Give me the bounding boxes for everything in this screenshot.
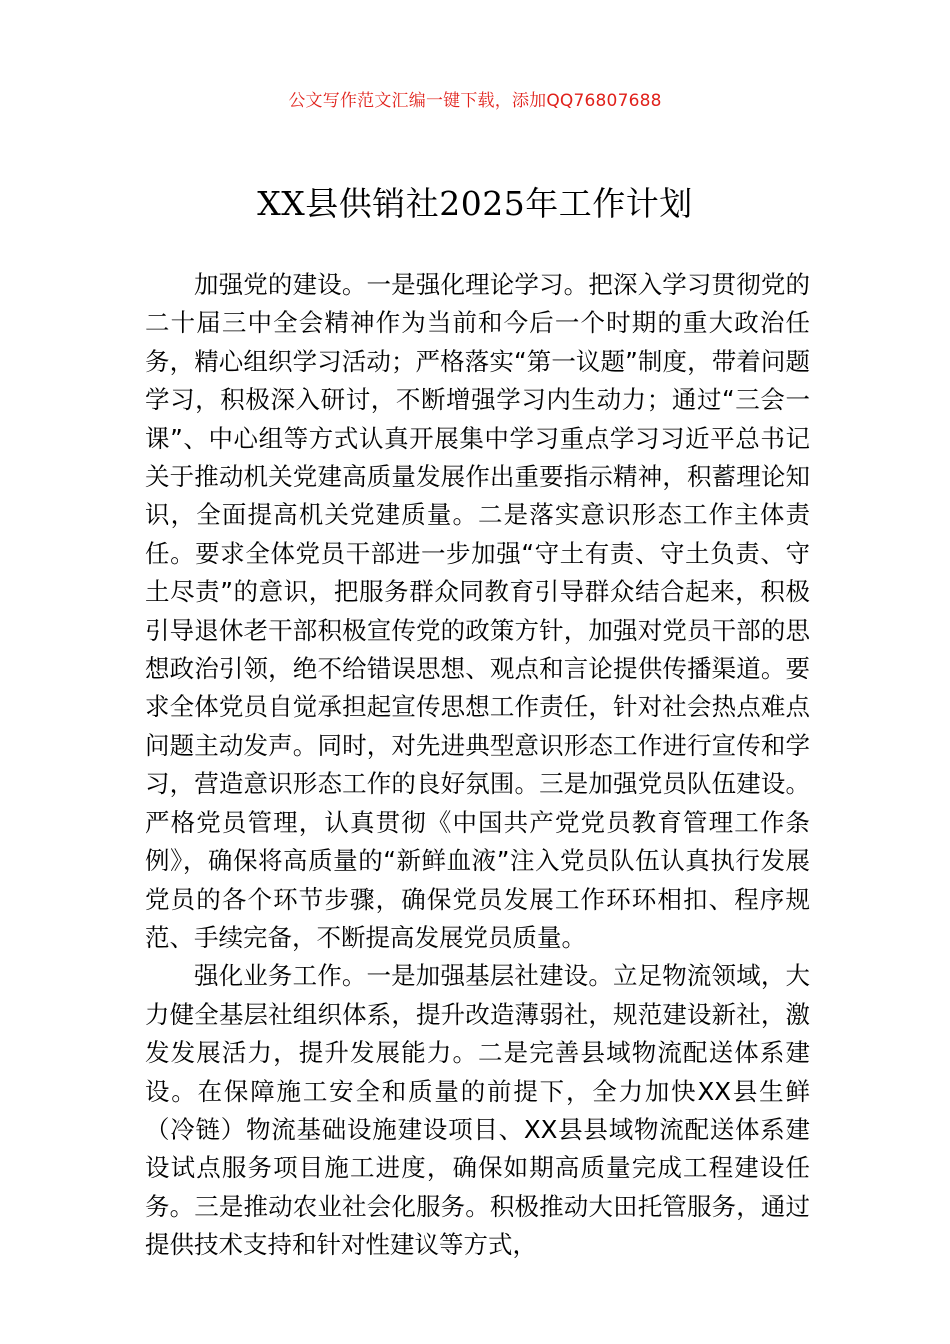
document-title: XX县供销社2025年工作计划 xyxy=(257,184,693,223)
promo-banner[interactable]: 公文写作范文汇编一键下载，添加QQ76807688 xyxy=(288,91,662,111)
paragraph-party-building: 加强党的建设。一是强化理论学习。把深入学习贯彻党的二十届三中全会精神作为当前和今后一个时期的重大政治任务，精心组织学习活动；严格落实“第一议题”制度，带着问题学习，积极深入研讨，不断增强学习内生动力；通过“三会一课”、中心组等方式认真开展集中学习重点学习习近平总书记关于推动机关党建高质量发展作出重要指示精神，积蓄理论知识，全面提高机关党建质量。二是落实意识形态工作主体责任。要求全体党员干部进一步加强“守土有责、守土负责、守土尽责”的意识，把服务群众同教育引导群众结合起来，积极引导退休老干部积极宣传党的政策方针，加强对党员干部的思想政治引领，绝不给错误思想、观点和言论提供传播渠道。要求全体党员自觉承担起宣传思想工作责任，针对社会热点难点问题主动发声。同时，对先进典型意识形态工作进行宣传和学习，营造意识形态工作的良好氛围。三是加强党员队伍建设。严格党员管理，认真贯彻《中国共产党党员教育管理工作条例》，确保将高质量的“新鲜血液”注入党员队伍认真执行发展党员的各个环节步骤，确保党员发展工作环环相扣、程序规范、手续完备，不断提高发展党员质量。 xyxy=(145,270,810,952)
document-body xyxy=(145,266,810,1265)
paragraph-business-work: 强化业务工作。一是加强基层社建设。立足物流领域，大力健全基层社组织体系，提升改造薄弱社，规范建设新社，激发发展活力，提升发展能力。二是完善县域物流配送体系建设。在保障施工安全和质量的前提下，全力加快XX县生鲜（冷链）物流基础设施建设项目、XX县县域物流配送体系建设试点服务项目施工进度，确保如期高质量完成工程建设任务。三是推动农业社会化服务。积极推动大田托管服务，通过提供技术支持和针对性建议等方式， xyxy=(145,961,810,1260)
